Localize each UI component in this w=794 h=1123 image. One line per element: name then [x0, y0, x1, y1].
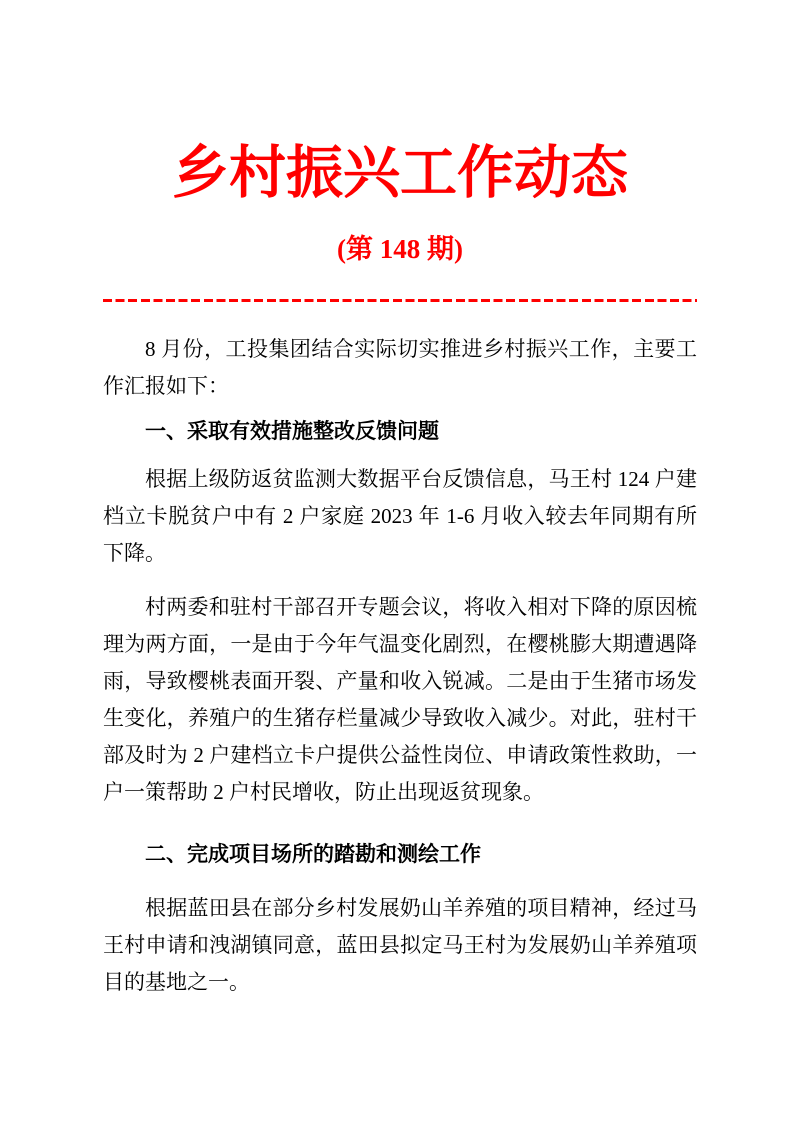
red-dashed-divider — [103, 299, 697, 302]
section-2-heading: 二、完成项目场所的踏勘和测绘工作 — [145, 843, 481, 866]
intro-paragraph: 8 月份，工投集团结合实际切实推进乡村振兴工作，主要工作汇报如下： — [103, 337, 697, 398]
section-1-paragraph-2: 村两委和驻村干部召开专题会议，将收入相对下降的原因梳理为两方面，一是由于今年气温变化剧烈，在樱桃膨大期遭遇降雨，导致樱桃表面开裂、产量和收入锐减。二是由于生猪市场发生变化，养殖户的生猪存栏量减少导致收入减少。对此，驻村干部及时为 2 户建档立卡户提供公益性岗位、申请政策性救助，一户一策帮助 2 户村民增收，防止出现返贫现象。 — [103, 595, 697, 804]
section-2-paragraph-1: 根据蓝田县在部分乡村发展奶山羊养殖的项目精神，经过马王村申请和洩湖镇同意，蓝田县拟定马王村为发展奶山羊养殖项目的基地之一。 — [103, 896, 697, 994]
section-1-paragraph-1: 根据上级防返贫监测大数据平台反馈信息，马王村 124 户建档立卡脱贫户中有 2 户家庭 2023 年 1-6 月收入较去年同期有所下降。 — [103, 467, 697, 565]
document-title: 乡村振兴工作动态 — [172, 142, 628, 205]
section-1-heading: 一、采取有效措施整改反馈问题 — [145, 420, 439, 443]
issue-number: (第 148 期) — [337, 234, 463, 264]
